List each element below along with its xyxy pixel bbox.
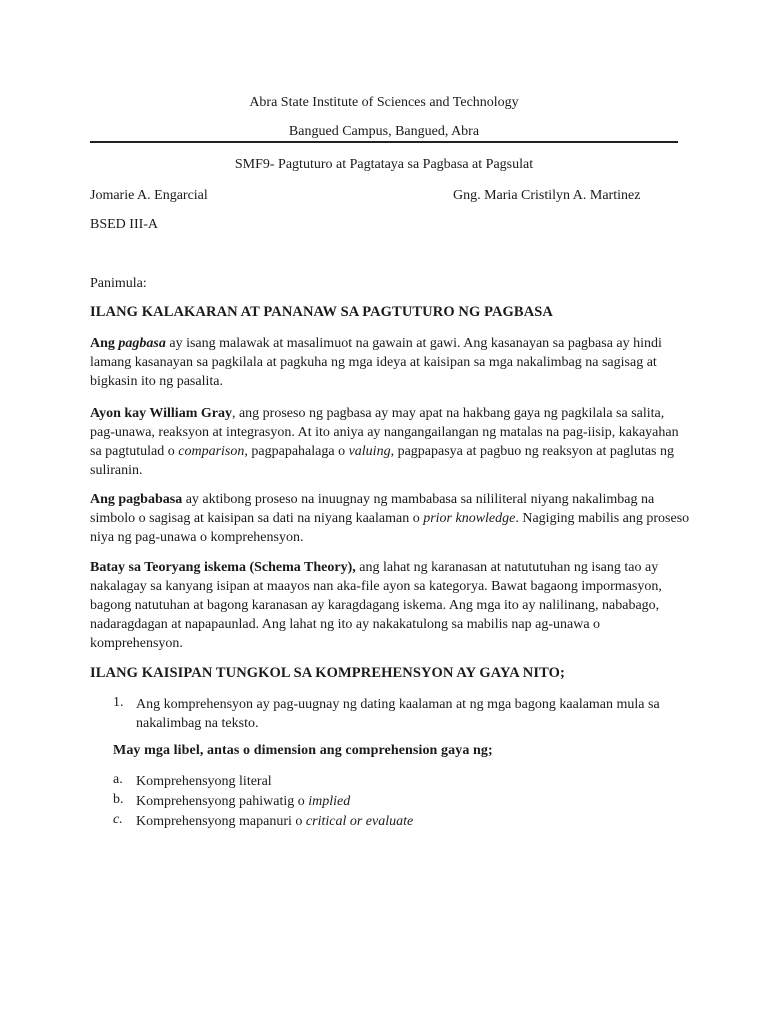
term-pagbasa: pagbasa: [118, 336, 166, 351]
list-item: Ang komprehensyon ay pag-uugnay ng dating kaalaman at ng mga bagong kaalaman mula sa nakalimbag na teksto.: [136, 697, 660, 731]
paragraph-pagbabasa: Ang pagbabasa ay aktibong proseso na inuugnay ng mambabasa sa nililiteral niyang nakalimbag na simbolo o sagisag at kaisipan sa dati na niyang kaalaman o prior knowledge. Nagiging mabilis ang proseso niya ng pag-unawa o komprehensyon.: [90, 492, 690, 545]
section-heading-2: ILANG KAISIPAN TUNGKOL SA KOMPREHENSYON AY GAYA NITO;: [90, 665, 565, 681]
institution-name: Abra State Institute of Sciences and Technology: [249, 95, 519, 110]
campus-name: Bangued Campus, Bangued, Abra: [288, 124, 480, 139]
para-lead: Ang: [90, 336, 119, 351]
list-item: Komprehensyong mapanuri o critical or evaluate: [136, 814, 414, 829]
paragraph-pagbasa: Ang pagbasa ay isang malawak at masalimuot na gawain at gawi. Ang kasanayan sa pagbasa ay hindi lamang kasanayan sa pagkilala at pagkuha ng mga ideya at kaisipan sa mga nakalimbag na sagisag at bigkasin ito ng pasalita.: [90, 336, 662, 389]
student-name: Jomarie A. Engarcial: [90, 188, 208, 203]
list-marker: c.: [113, 812, 123, 827]
list-marker: a.: [113, 772, 123, 787]
paragraph-schema-theory: Batay sa Teoryang iskema (Schema Theory), ang lahat ng karanasan at natututuhan ng isang tao ay nakalagay sa kanyang isipan at maayos nan aka-file ayon sa kategorya. Bawat bagaong impormasyon, bagong natutuhan at bagong karanasan ay karagdagang iskema. Ang mga ito ay nalilinang, nababago, nadaragdagan at napapaunlad. Ang lahat ng ito ay nakakatulong sa mabilis nap ag-unawa o komprehensyon.: [90, 560, 662, 651]
section-heading-1: ILANG KALAKARAN AT PANANAW SA PAGTUTURO NG PAGBASA: [90, 304, 554, 320]
list-marker: b.: [113, 792, 124, 807]
instructor-name: Gng. Maria Cristilyn A. Martinez: [453, 188, 641, 203]
list-marker: 1.: [113, 695, 124, 710]
list-item: Komprehensyong pahiwatig o implied: [136, 794, 351, 809]
intro-label: Panimula:: [90, 276, 147, 291]
paragraph-william-gray: Ayon kay William Gray, ang proseso ng pagbasa ay may apat na hakbang gaya ng pagkilala sa salita, pag-unawa, reaksyon at integrasyon. At ito aniya ay nangangailangan ng matalas na pag-iisip, kakayahan sa pagtutulad o comparison, pagpapahalaga o valuing, pagpapasya at pagbuo ng reaksyon at paglutas ng suliranin.: [90, 406, 679, 478]
para-lead: Ayon kay William Gray: [90, 406, 232, 421]
para-lead: Ang pagbabasa: [90, 492, 183, 507]
header-divider: [90, 141, 678, 143]
sub-heading: May mga libel, antas o dimension ang comprehension gaya ng;: [113, 743, 493, 758]
list-item: Komprehensyong literal: [136, 774, 272, 789]
para-lead: Batay sa Teoryang iskema (Schema Theory),: [90, 560, 356, 575]
course-title: SMF9- Pagtuturo at Pagtataya sa Pagbasa at Pagsulat: [234, 157, 534, 172]
section-label: BSED III-A: [90, 217, 159, 232]
